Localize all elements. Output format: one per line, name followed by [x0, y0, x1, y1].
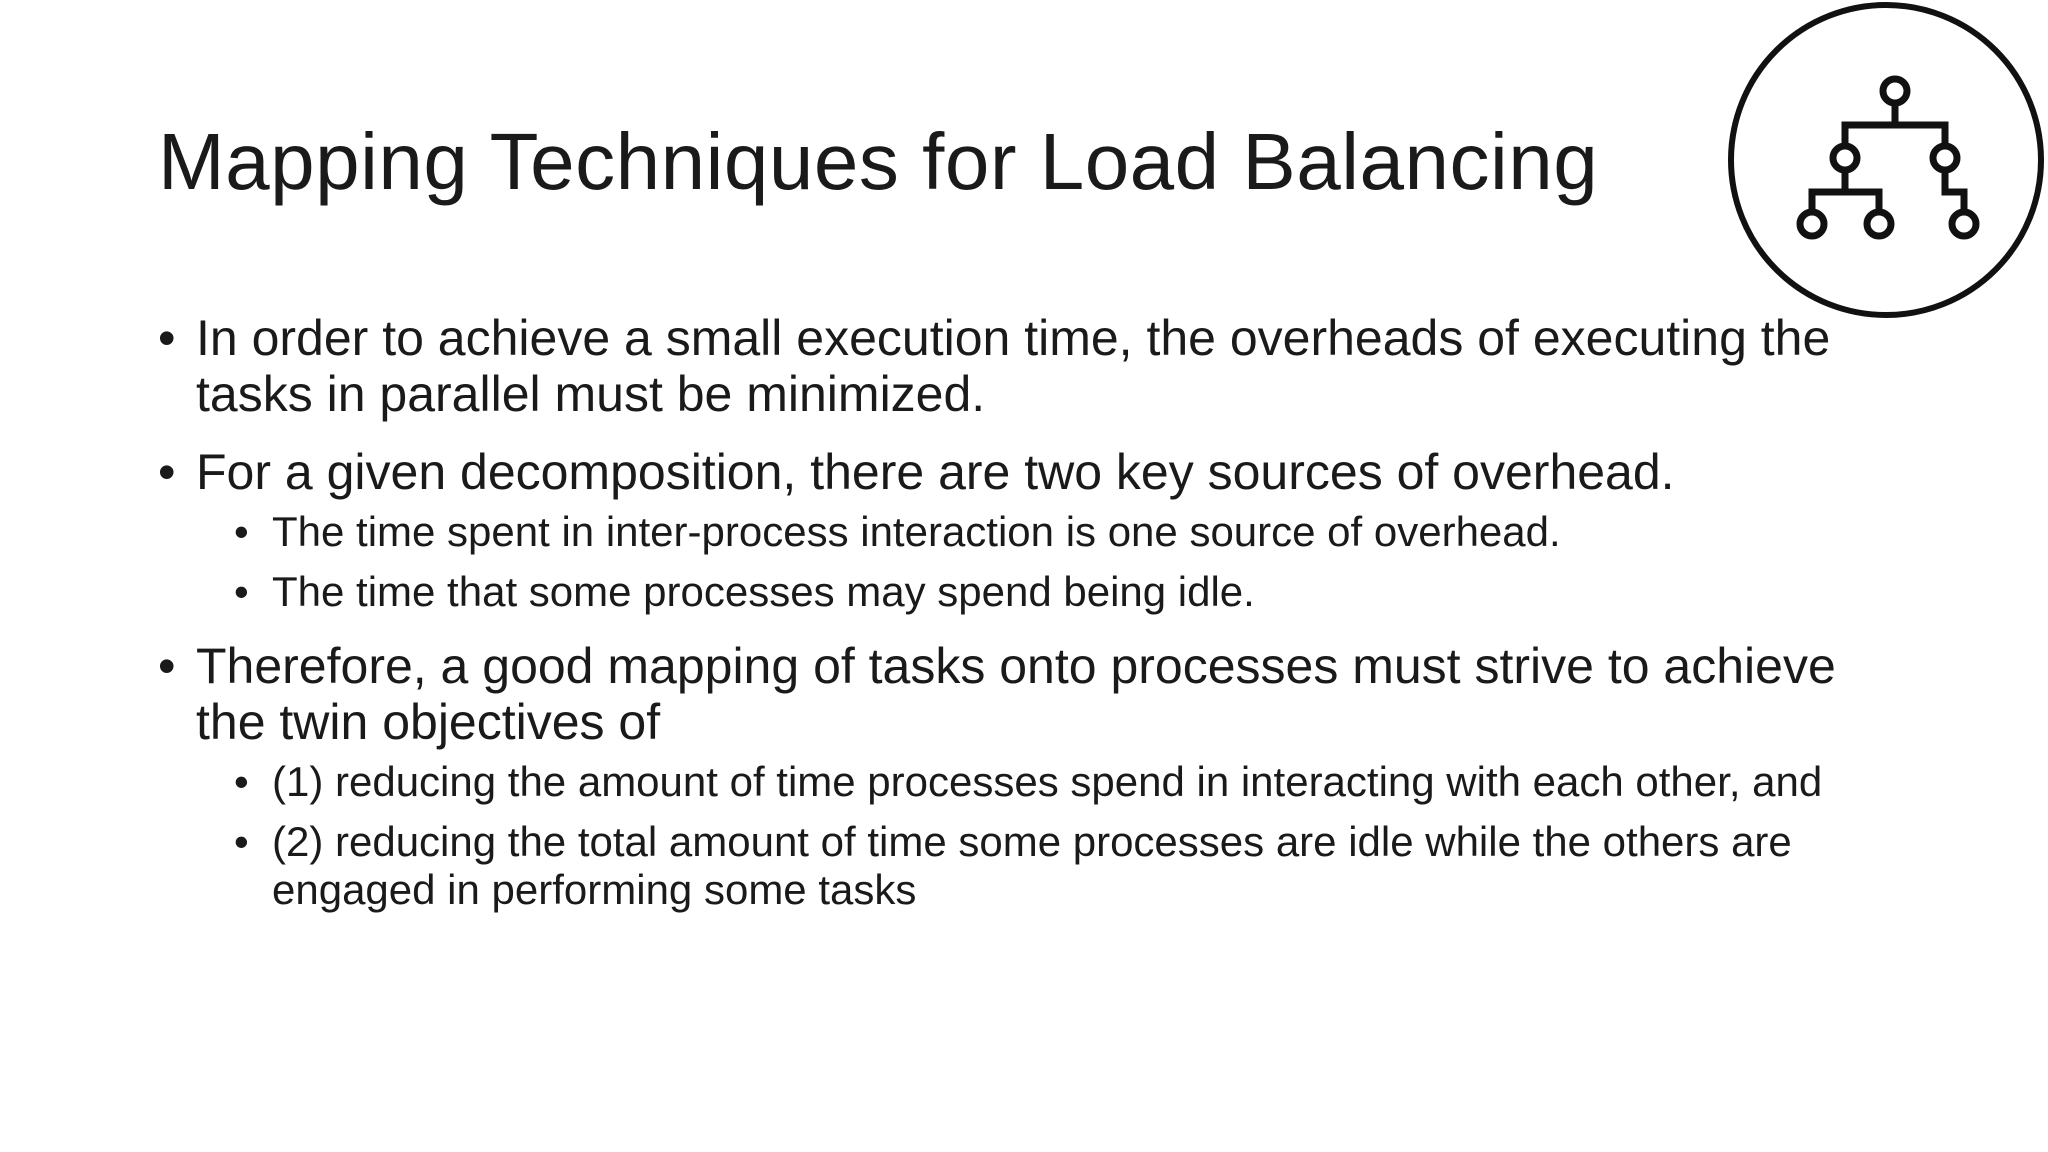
- sub-bullet-text: (1) reducing the amount of time processes spend in interacting with each other, and: [272, 758, 1823, 805]
- bullet-marker: •: [158, 444, 176, 500]
- sub-bullet-text: The time that some processes may spend being idle.: [272, 568, 1255, 615]
- bullet-list: [158, 310, 1838, 914]
- bullet-marker: •: [158, 310, 176, 366]
- sub-bullet-list: [196, 758, 1838, 914]
- sub-bullet-item: [234, 508, 1838, 556]
- bullet-item: [158, 444, 1838, 616]
- bullet-item: [158, 638, 1838, 914]
- bullet-text: In order to achieve a small execution time, the overheads of executing the tasks in parallel must be minimized.: [196, 310, 1831, 422]
- sub-bullet-list: [196, 508, 1838, 616]
- sub-bullet-item: [234, 568, 1838, 616]
- bullet-marker: •: [234, 568, 249, 615]
- bullet-text: Therefore, a good mapping of tasks onto processes must strive to achieve the twin objectives of: [196, 638, 1836, 750]
- bullet-marker: •: [158, 638, 176, 694]
- sub-bullet-text: The time spent in inter-process interaction is one source of overhead.: [272, 508, 1561, 555]
- bullet-text: For a given decomposition, there are two key sources of overhead.: [196, 444, 1675, 500]
- sub-bullet-item: [234, 758, 1838, 806]
- sub-bullet-item: [234, 818, 1838, 914]
- bullet-marker: •: [234, 508, 249, 555]
- slide-title: Mapping Techniques for Load Balancing: [158, 117, 1599, 206]
- sub-bullet-text: (2) reducing the total amount of time some processes are idle while the others are engaged in performing some tasks: [272, 818, 1792, 913]
- bullet-item: [158, 310, 1838, 422]
- hierarchy-icon: [1727, 1, 2045, 319]
- bullet-marker: •: [234, 758, 249, 805]
- bullet-marker: •: [234, 818, 249, 865]
- slide-body: [158, 310, 1838, 936]
